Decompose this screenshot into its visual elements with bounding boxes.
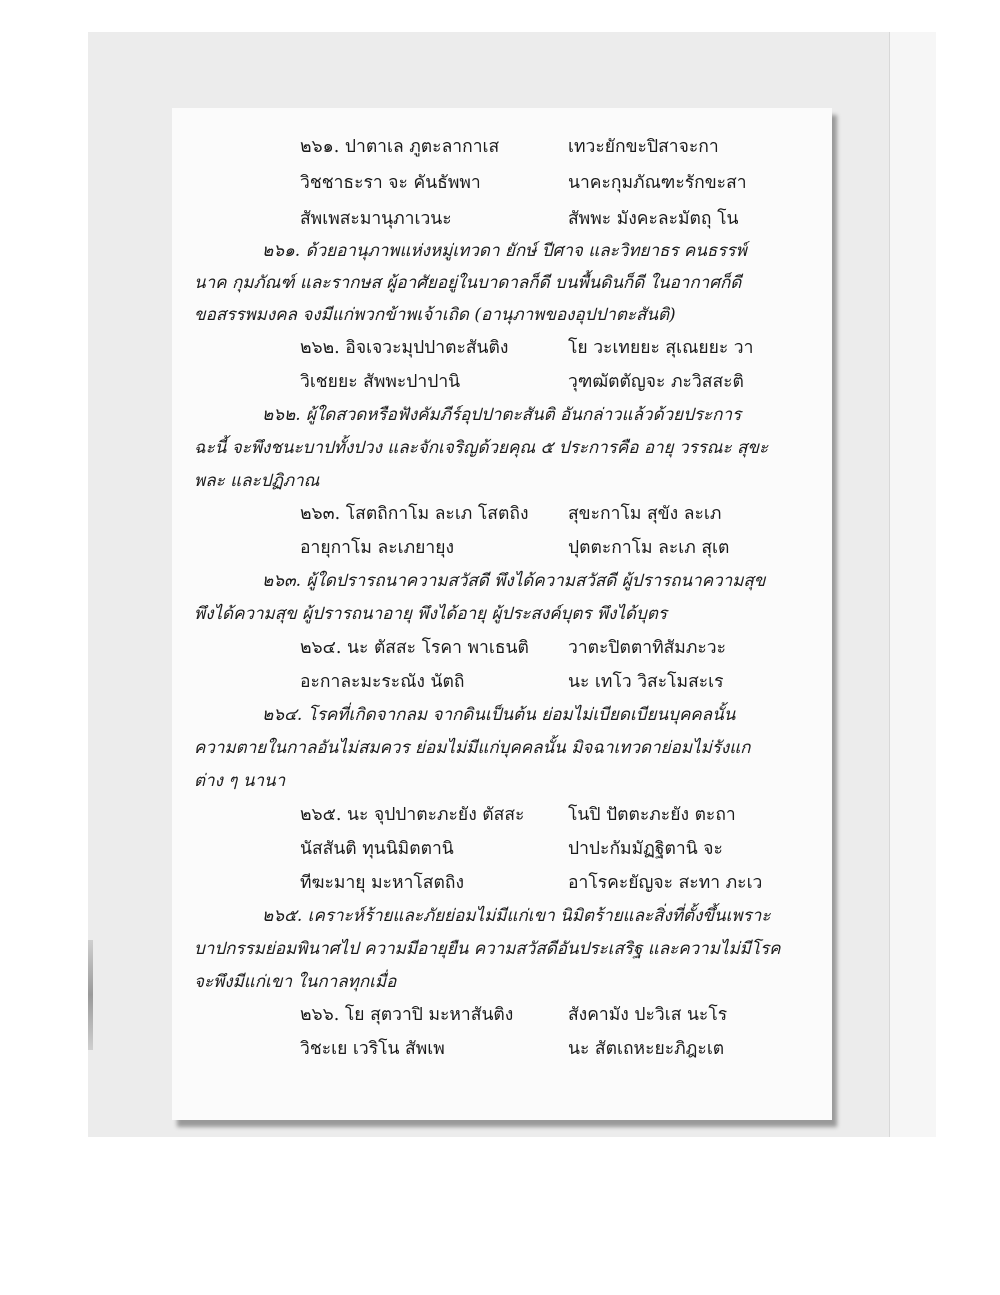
verse-line-left: อะกาละมะระณัง นัตถิ bbox=[300, 672, 465, 692]
facing-page-edge bbox=[889, 32, 936, 1137]
translation-line: ขอสรรพมงคล จงมีแก่พวกข้าพเจ้าเถิด (อานุภาพของอุปปาตะสันติ) bbox=[194, 305, 676, 325]
verse-line-left: วิเชยยะ สัพพะปาปานิ bbox=[300, 372, 461, 392]
translation-line: ๒๖๔. โรคที่เกิดจากลม จากดินเป็นต้น ย่อมไม่เบียดเบียนบุคคลนั้น bbox=[262, 705, 736, 725]
translation-line: ความตายในกาลอันไม่สมควร ย่อมไม่มีแก่บุคคลนั้น มิจฉาเทวดาย่อมไม่รังแก bbox=[194, 738, 751, 758]
verse-line-right: ปาปะกัมมัฏฐิตานิ จะ bbox=[568, 839, 723, 859]
verse-line-left: ๒๖๑. ปาตาเล ภูตะลากาเส bbox=[300, 137, 500, 157]
verse-line-right: นะ สัตเถหะยะภิฎะเต bbox=[568, 1039, 725, 1059]
book-page bbox=[172, 108, 832, 1120]
translation-line: ๒๖๕. เคราะห์ร้ายและภัยย่อมไม่มีแก่เขา นิมิตร้ายและสิ่งที่ตั้งขึ้นเพราะ bbox=[262, 906, 771, 926]
translation-line: จะพึงมีแก่เขา ในกาลทุกเมื่อ bbox=[194, 972, 397, 992]
translation-line: ฉะนี้ จะพึงชนะบาปทั้งปวง และจักเจริญด้วยคุณ ๕ ประการคือ อายุ วรรณะ สุขะ bbox=[194, 438, 769, 458]
translation-line: ต่าง ๆ นานา bbox=[194, 771, 286, 791]
translation-line: พละ และปฏิภาณ bbox=[194, 471, 320, 491]
verse-line-right: อาโรคะยัญจะ สะทา ภะเว bbox=[568, 873, 763, 893]
verse-line-right: ปุตตะกาโม ละเภ สุเต bbox=[568, 538, 730, 558]
verse-line-left: นัสสันติ ทุนนิมิตตานิ bbox=[300, 839, 454, 859]
verse-line-right: โนปิ ปัตตะภะยัง ตะถา bbox=[568, 805, 736, 825]
verse-line-left: สัพเพสะมานุภาเวนะ bbox=[300, 209, 452, 229]
translation-line: ๒๖๒. ผู้ใดสวดหรือฟังคัมภีร์อุปปาตะสันติ อันกล่าวแล้วด้วยประการ bbox=[262, 405, 742, 425]
verse-line-right: นาคะกุมภัณฑะรักขะสา bbox=[568, 173, 747, 193]
verse-line-left: วิชะเย เวริโน สัพเพ bbox=[300, 1039, 445, 1059]
verse-line-left: ๒๖๖. โย สุตวาปิ มะหาสันติง bbox=[300, 1005, 514, 1025]
translation-line: พึงได้ความสุข ผู้ปรารถนาอายุ พึงได้อายุ ผู้ประสงค์บุตร พึงได้บุตร bbox=[194, 604, 668, 624]
verse-line-left: อายุกาโม ละเภยายุง bbox=[300, 538, 455, 558]
verse-line-right: สังคามัง ปะวิเส นะโร bbox=[568, 1005, 728, 1025]
verse-line-right: วุฑฒัตตัญจะ ภะวิสสะติ bbox=[568, 372, 744, 392]
verse-line-right: สัพพะ มังคะละมัตถุ โน bbox=[568, 209, 739, 229]
verse-line-right: นะ เทโว วิสะโมสะเร bbox=[568, 672, 724, 692]
verse-line-right: วาตะปิตตาทิสัมภะวะ bbox=[568, 638, 726, 658]
translation-line: ๒๖๑. ด้วยอานุภาพแห่งหมู่เทวดา ยักษ์ ปีศาจ และวิทยาธร คนธรรพ์ bbox=[262, 241, 747, 261]
verse-line-right: สุขะกาโม สุขัง ละเภ bbox=[568, 504, 722, 524]
verse-line-left: ทีฆะมายุ มะหาโสตถิง bbox=[300, 873, 464, 893]
verse-line-left: ๒๖๒. อิจเจวะมุปปาตะสันติง bbox=[300, 338, 509, 358]
verse-line-right: เทวะยักขะปิสาจะกา bbox=[568, 137, 719, 157]
verse-line-left: ๒๖๔. นะ ตัสสะ โรคา พาเธนติ bbox=[300, 638, 529, 658]
translation-line: ๒๖๓. ผู้ใดปรารถนาความสวัสดี พึงได้ความสวัสดี ผู้ปรารถนาความสุข bbox=[262, 571, 766, 591]
translation-line: นาค กุมภัณฑ์ และรากษส ผู้อาศัยอยู่ในบาดาลก็ดี บนพื้นดินก็ดี ในอากาศก็ดี bbox=[194, 273, 742, 293]
translation-line: บาปกรรมย่อมพินาศไป ความมีอายุยืน ความสวัสดีอันประเสริฐ และความไม่มีโรค bbox=[194, 939, 781, 959]
verse-line-left: วิชชาธะรา จะ คันธัพพา bbox=[300, 173, 481, 193]
verse-line-left: ๒๖๓. โสตถิกาโม ละเภ โสตถิง bbox=[300, 504, 529, 524]
book-spine-shadow bbox=[88, 940, 93, 1050]
verse-line-left: ๒๖๕. นะ จุปปาตะภะยัง ตัสสะ bbox=[300, 805, 525, 825]
verse-line-right: โย วะเทยยะ สุเณยยะ วา bbox=[568, 338, 754, 358]
